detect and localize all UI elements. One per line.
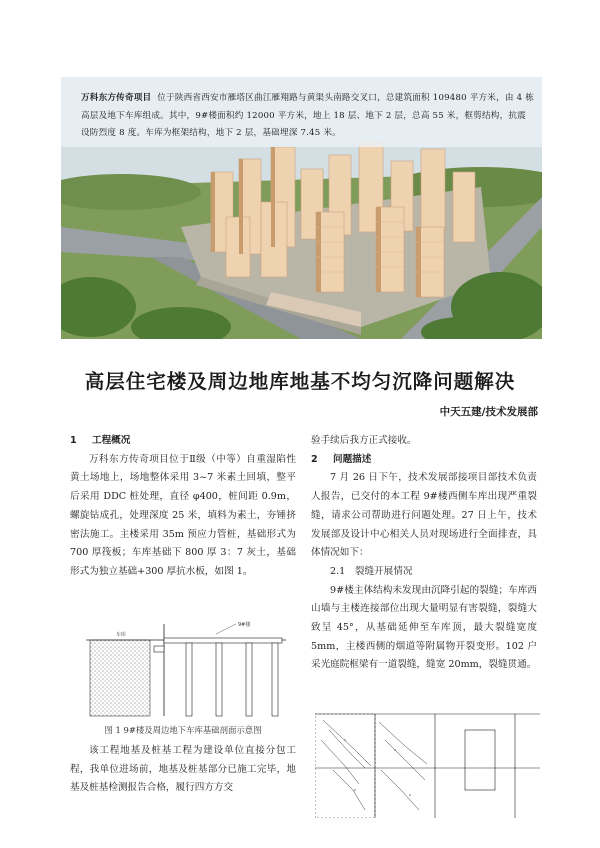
subsection-2-1-paragraph: 9#楼主体结构未发现由沉降引起的裂缝；车库西山墙与主楼连接部位出现大量明显有害裂缝，裂缝大致呈 45°，从基础延伸至车库顶，最大裂缝宽度 5mm，主楼西侧的烟道等附属物开裂变形。102 户采光庭院框梁有一道裂缝，缝宽 20mm，裂缝贯通。 bbox=[311, 584, 537, 671]
left-column bbox=[70, 432, 296, 582]
section-2-number: 2 bbox=[311, 453, 318, 465]
project-name: 万科东方传奇项目 bbox=[81, 93, 152, 103]
soil-fill bbox=[90, 640, 150, 716]
crack-lines bbox=[321, 720, 427, 810]
figure-1-caption: 图 1 9#楼及周边地下车库基础剖面示意图 bbox=[104, 725, 262, 735]
continued-paragraph: 验手续后我方正式接收。 bbox=[311, 435, 417, 446]
left-column-continued bbox=[70, 742, 296, 798]
section-1-heading bbox=[70, 432, 296, 451]
foundation-section-figure bbox=[86, 618, 286, 718]
project-intro-text: 位于陕西省西安市雁塔区曲江雁翔路与黄渠头南路交叉口，总建筑面积 109480 平方米，由 4 栋高层及地下车库组成。其中，9#楼面积约 12000 平方米，地上 18 层、地下 2 层，总高 55 米，框剪结构，抗震设防烈度 8 度。车库为框架结构，地下 2 层，基础埋深 7.45 米。 bbox=[81, 93, 535, 138]
pipe-piles bbox=[186, 643, 278, 716]
section-1-number: 1 bbox=[70, 435, 77, 446]
figure-label-building: 9#楼 bbox=[238, 622, 251, 628]
author-department: 中天五建/技术发展部 bbox=[439, 406, 538, 418]
figure-label-garage: 车库 bbox=[116, 632, 127, 638]
section-1-paragraph: 万科东方传奇项目位于Ⅱ级（中等）自重湿陷性黄土场地上，场地整体采用 3~7 米素土回填，整平后采用 DDC 桩处理，直径 φ400，桩间距 0.9m，螺旋钻成孔，处理深度 25 米，填料为素土，夯锤挤密法施工。主楼采用 35m 预应力管桩，基础形式为 700 厚筏板；车库基础下 800 厚 3：7 灰土，基础形式为独立基础+300 厚抗水板，如图 1。 bbox=[70, 453, 296, 577]
section-2-heading bbox=[311, 451, 537, 470]
project-intro-caption bbox=[61, 77, 542, 147]
section-2-title: 问题描述 bbox=[333, 453, 372, 465]
section-2-paragraph: 7 月 26 日下午，技术发展部接项目部技术负责人报告，已交付的本工程 9#楼西侧车库出现严重裂缝，请求公司帮助进行问题处理。27 日上午，技术发展部及设计中心相关人员对现场进行全面排查，具体情况如下： bbox=[311, 472, 537, 559]
project-aerial-image bbox=[61, 77, 542, 339]
raft-slab bbox=[164, 638, 282, 643]
subsection-2-1-heading: 2.1 裂缝开展情况 bbox=[330, 565, 413, 577]
crack-distribution-drawing bbox=[315, 710, 540, 818]
paragraph-after-figure: 该工程地基及桩基工程为建设单位直接分包工程，我单位进场前，地基及桩基部分已施工完毕，地基及桩基检测报告合格，履行四方方交 bbox=[70, 745, 296, 794]
article-title: 高层住宅楼及周边地库地基不均匀沉降问题解决 bbox=[84, 370, 516, 393]
section-1-title: 工程概况 bbox=[92, 435, 131, 446]
right-column bbox=[311, 432, 537, 675]
